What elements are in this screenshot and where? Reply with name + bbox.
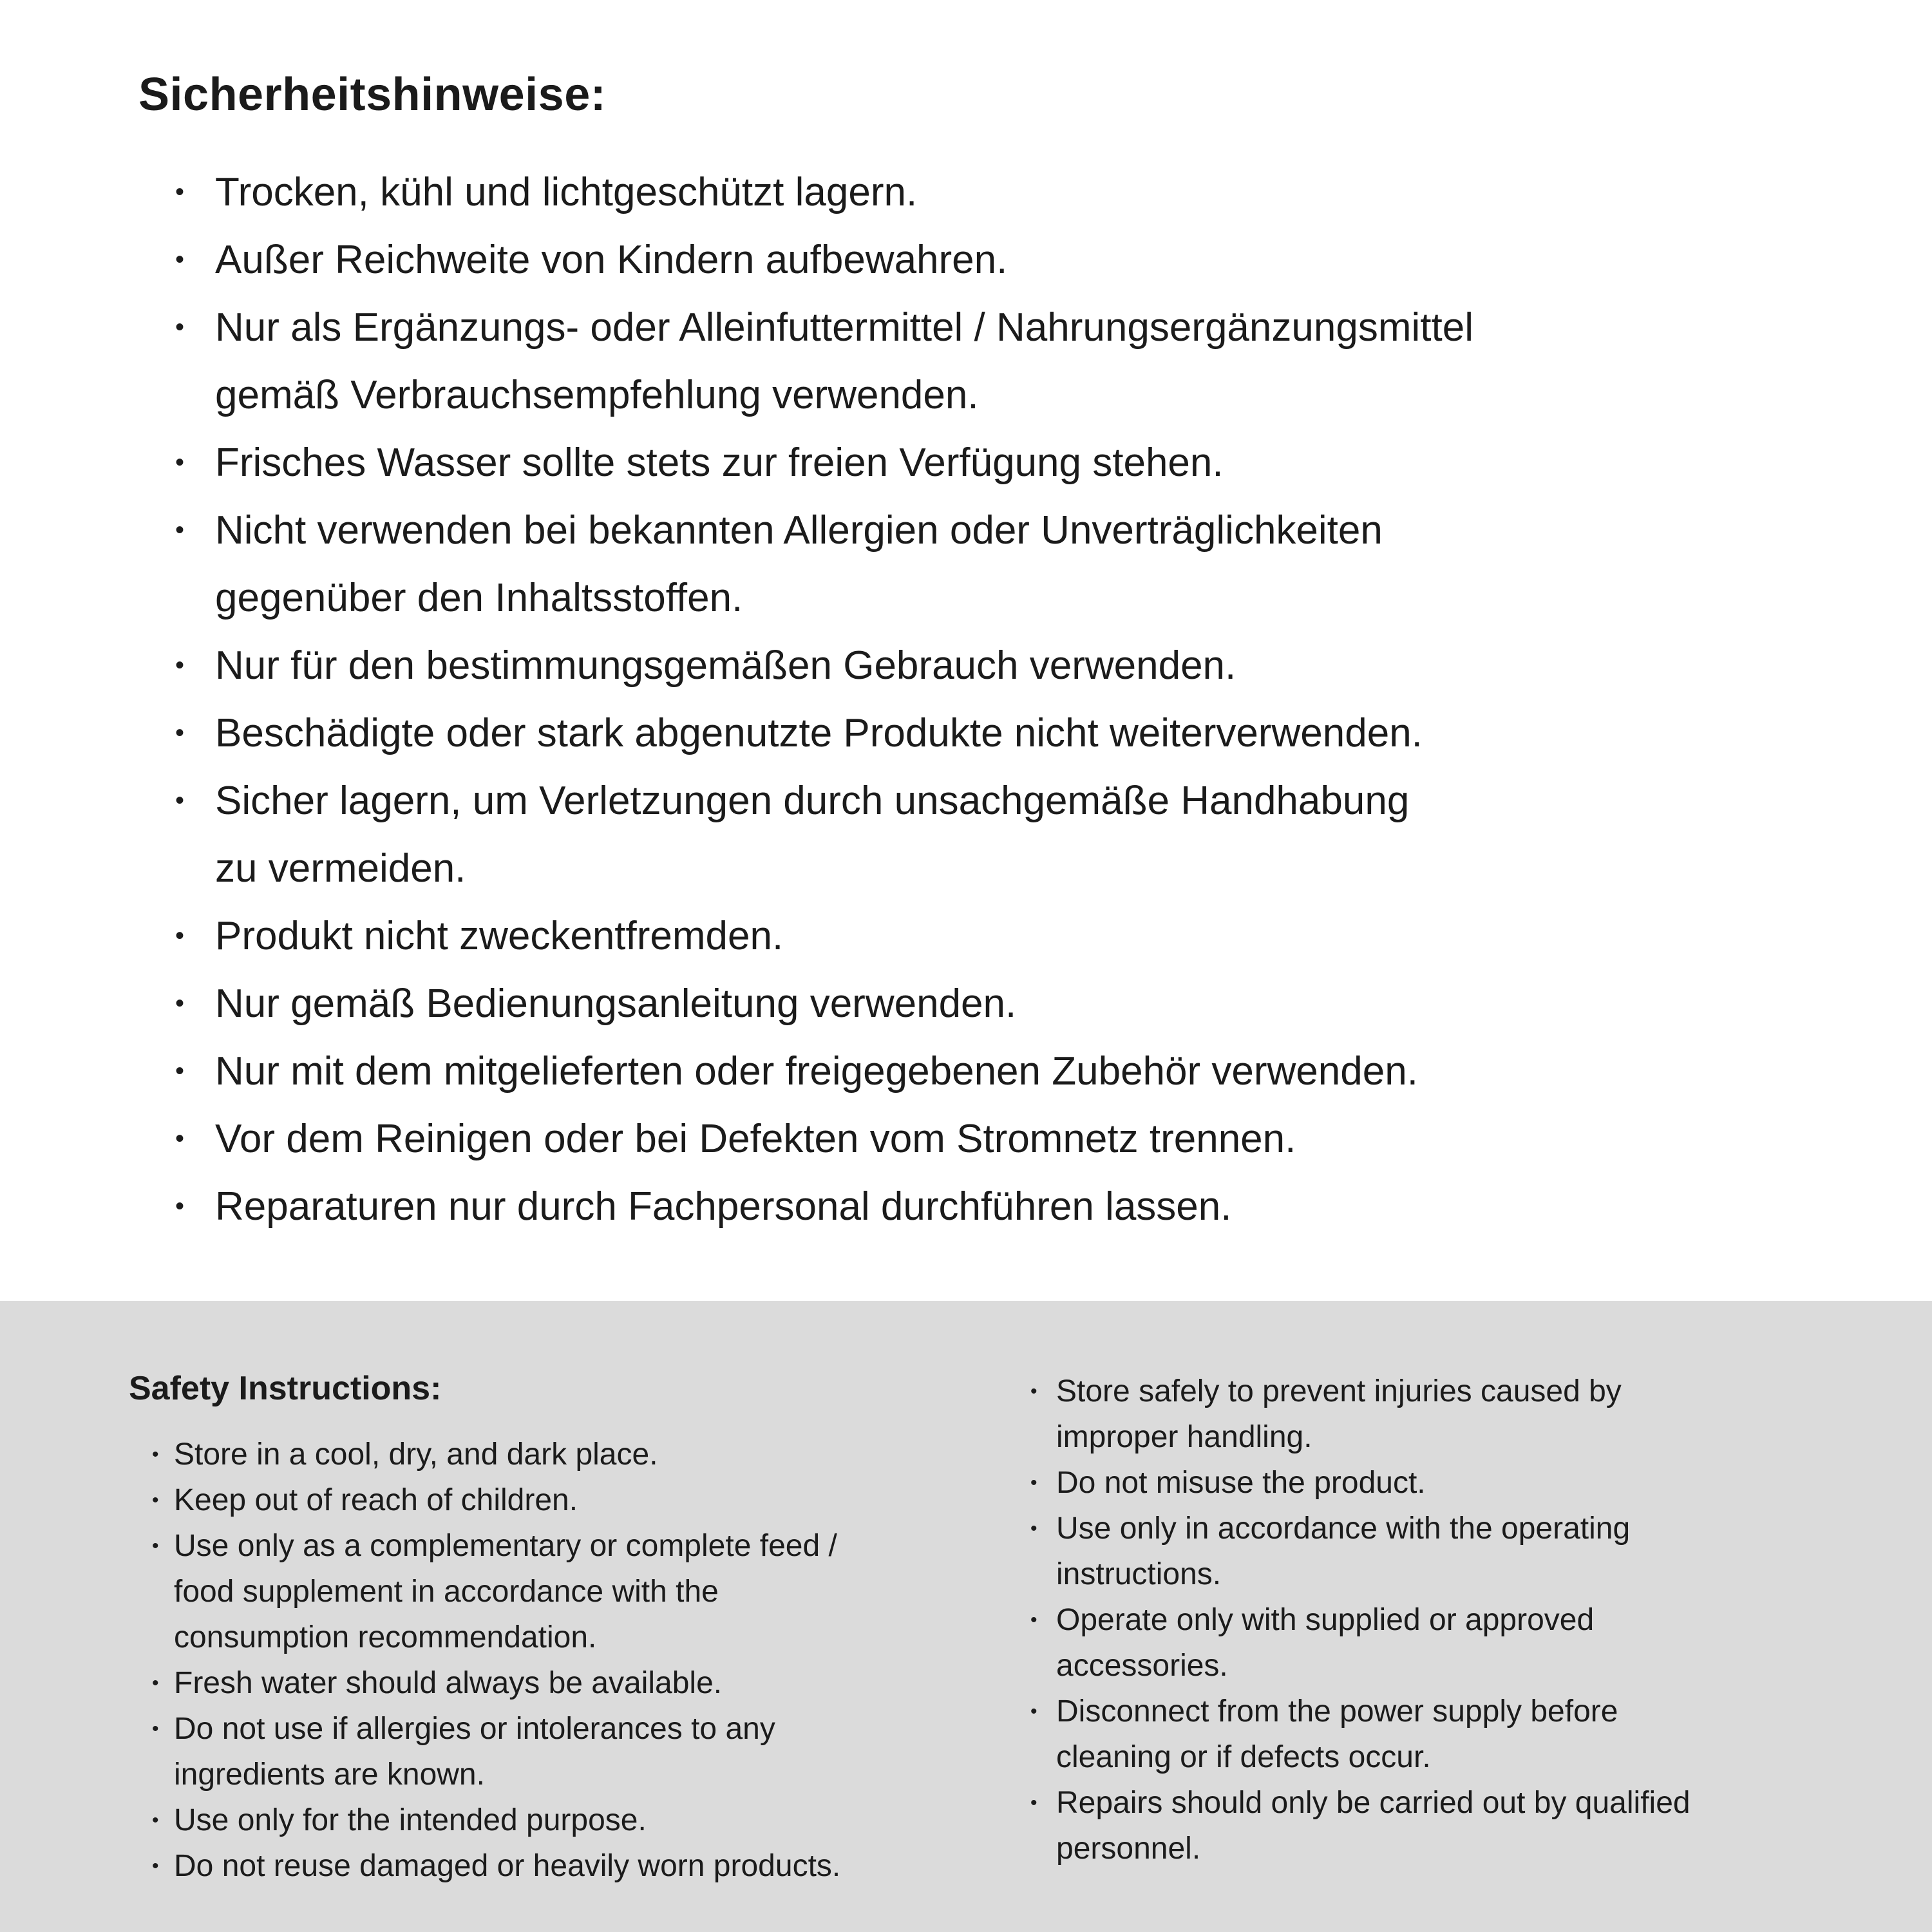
bullet-icon: • (1030, 1792, 1037, 1814)
bullet-item (152, 1477, 972, 1523)
bullet-item (1030, 1460, 1932, 1506)
bullet-line: Nur mit dem mitgelieferten oder freigegebenen Zubehör verwenden. (215, 1049, 1418, 1094)
bullet-item (175, 226, 1932, 294)
bullet-text (215, 767, 1932, 902)
bullet-text (215, 1105, 1932, 1173)
bullet-line: Do not use if allergies or intolerances to any (174, 1712, 775, 1746)
bullet-line: instructions. (1056, 1557, 1222, 1591)
bullet-item (175, 902, 1932, 970)
bullet-icon: • (175, 786, 185, 815)
bullet-line: food supplement in accordance with the (174, 1575, 719, 1609)
bullet-line: Frisches Wasser sollte stets zur freien Verfügung stehen. (215, 440, 1224, 485)
bullet-line: gegenüber den Inhaltsstoffen. (215, 576, 743, 620)
bullet-line: Produkt nicht zweckentfremden. (215, 914, 784, 958)
bullet-line: Nur als Ergänzungs- oder Alleinfuttermittel / Nahrungsergänzungsmittel (215, 305, 1473, 350)
bullet-item (1030, 1506, 1932, 1597)
bullet-text (1056, 1689, 1932, 1780)
bullet-text (174, 1660, 972, 1706)
bullet-icon: • (1030, 1518, 1037, 1539)
bullet-item (175, 632, 1932, 699)
bullet-text (174, 1797, 972, 1843)
bullet-line: ingredients are known. (174, 1757, 485, 1792)
bullet-line: Nur für den bestimmungsgemäßen Gebrauch verwenden. (215, 643, 1236, 688)
bullet-text (1056, 1368, 1932, 1460)
bullet-line: Vor dem Reinigen oder bei Defekten vom Stromnetz trennen. (215, 1117, 1296, 1161)
bullet-icon: • (175, 922, 185, 950)
bullet-line: consumption recommendation. (174, 1620, 597, 1654)
bullet-line: Reparaturen nur durch Fachpersonal durchführen lassen. (215, 1184, 1232, 1229)
bullet-item (152, 1706, 972, 1797)
bullet-text (1056, 1597, 1932, 1689)
english-safety-panel (0, 1301, 1932, 1932)
bullet-line: Keep out of reach of children. (174, 1483, 578, 1517)
bullet-line: Außer Reichweite von Kindern aufbewahren. (215, 238, 1008, 282)
bullet-item (175, 1105, 1932, 1173)
bullet-line: Trocken, kühl und lichtgeschützt lagern. (215, 170, 918, 214)
bullet-line: Use only for the intended purpose. (174, 1803, 647, 1837)
bullet-text (215, 226, 1932, 294)
bullet-icon: • (175, 245, 185, 274)
bullet-item (152, 1432, 972, 1477)
bullet-icon: • (175, 448, 185, 477)
bullet-line: Store safely to prevent injuries caused by (1056, 1374, 1622, 1408)
english-right-column (1030, 1301, 1932, 1871)
english-section-title: Safety Instructions: (129, 1370, 442, 1407)
bullet-text (174, 1477, 972, 1523)
bullet-line: Beschädigte oder stark abgenutzte Produkte nicht weiterverwenden. (215, 711, 1423, 755)
english-right-bullet-list (1030, 1368, 1932, 1871)
bullet-line: gemäß Verbrauchsempfehlung verwenden. (215, 373, 979, 417)
bullet-text (215, 429, 1932, 497)
bullet-item (175, 429, 1932, 497)
german-section-title: Sicherheitshinweise: (138, 69, 607, 120)
bullet-line: Use only in accordance with the operating (1056, 1511, 1631, 1546)
bullet-line: improper handling. (1056, 1420, 1312, 1454)
bullet-item (175, 294, 1932, 429)
bullet-line: Repairs should only be carried out by qualified (1056, 1786, 1690, 1820)
bullet-item (175, 158, 1932, 226)
bullet-icon: • (175, 719, 185, 747)
bullet-icon: • (1030, 1701, 1037, 1722)
bullet-icon: • (152, 1718, 159, 1739)
bullet-item (175, 1173, 1932, 1240)
bullet-line: Do not misuse the product. (1056, 1466, 1426, 1500)
bullet-item (1030, 1368, 1932, 1460)
bullet-text (174, 1432, 972, 1477)
bullet-text (215, 699, 1932, 767)
bullet-line: Disconnect from the power supply before (1056, 1694, 1618, 1728)
bullet-text (215, 497, 1932, 632)
bullet-item (1030, 1780, 1932, 1871)
bullet-icon: • (152, 1490, 159, 1511)
bullet-item (175, 767, 1932, 902)
bullet-icon: • (175, 1057, 185, 1085)
bullet-item (1030, 1689, 1932, 1780)
bullet-item (152, 1797, 972, 1843)
bullet-line: Use only as a complementary or complete feed / (174, 1529, 837, 1563)
bullet-icon: • (1030, 1472, 1037, 1493)
bullet-line: personnel. (1056, 1832, 1201, 1866)
bullet-icon: • (175, 651, 185, 679)
bullet-icon: • (175, 989, 185, 1018)
bullet-icon: • (152, 1444, 159, 1465)
bullet-icon: • (152, 1810, 159, 1831)
bullet-text (215, 970, 1932, 1037)
bullet-icon: • (175, 516, 185, 544)
bullet-item (175, 1037, 1932, 1105)
bullet-icon: • (175, 313, 185, 341)
bullet-line: zu vermeiden. (215, 846, 466, 891)
bullet-icon: • (1030, 1381, 1037, 1402)
bullet-line: cleaning or if defects occur. (1056, 1740, 1431, 1774)
bullet-line: Store in a cool, dry, and dark place. (174, 1437, 658, 1472)
bullet-text (215, 1173, 1932, 1240)
english-columns (0, 1301, 1932, 1889)
bullet-item (152, 1523, 972, 1660)
bullet-line: Fresh water should always be available. (174, 1666, 723, 1700)
bullet-text (1056, 1780, 1932, 1871)
bullet-text (174, 1706, 972, 1797)
bullet-text (174, 1843, 972, 1889)
bullet-item (175, 497, 1932, 632)
bullet-icon: • (1030, 1609, 1037, 1631)
bullet-text (1056, 1506, 1932, 1597)
bullet-text (215, 294, 1932, 429)
bullet-text (215, 1037, 1932, 1105)
bullet-line: Operate only with supplied or approved (1056, 1603, 1595, 1637)
bullet-icon: • (175, 178, 185, 206)
bullet-text (174, 1523, 972, 1660)
bullet-item (1030, 1597, 1932, 1689)
bullet-icon: • (152, 1535, 159, 1557)
english-left-bullet-list (152, 1432, 972, 1889)
bullet-line: Nicht verwenden bei bekannten Allergien oder Unverträglichkeiten (215, 508, 1383, 553)
english-left-column (129, 1301, 972, 1889)
bullet-item (175, 970, 1932, 1037)
bullet-line: Nur gemäß Bedienungsanleitung verwenden. (215, 981, 1017, 1026)
bullet-text (215, 158, 1932, 226)
bullet-icon: • (175, 1192, 185, 1220)
german-bullet-list (0, 158, 1932, 1240)
bullet-icon: • (175, 1124, 185, 1153)
bullet-item (175, 699, 1932, 767)
bullet-text (215, 902, 1932, 970)
bullet-item (152, 1843, 972, 1889)
bullet-line: Do not reuse damaged or heavily worn products. (174, 1849, 841, 1883)
bullet-icon: • (152, 1855, 159, 1877)
bullet-text (215, 632, 1932, 699)
bullet-line: Sicher lagern, um Verletzungen durch unsachgemäße Handhabung (215, 779, 1410, 823)
bullet-item (152, 1660, 972, 1706)
bullet-text (1056, 1460, 1932, 1506)
bullet-line: accessories. (1056, 1649, 1228, 1683)
bullet-icon: • (152, 1672, 159, 1694)
